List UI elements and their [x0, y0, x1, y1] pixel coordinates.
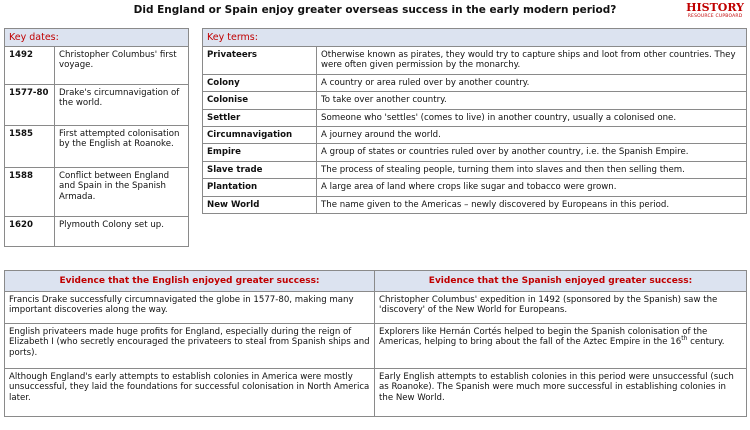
table-row — [5, 85, 189, 126]
table-row — [5, 47, 189, 85]
logo-line-2: RESOURCE CUPBOARD — [687, 14, 743, 19]
table-row — [203, 196, 747, 213]
date-cell: 1620 — [5, 217, 55, 247]
table-row — [5, 168, 189, 217]
english-evidence-cell: Although England's early attempts to establish colonies in America were mostly unsuccessful, they laid the foundations for successful colonisation in North America later. — [5, 369, 375, 417]
table-row — [203, 144, 747, 161]
table-row — [5, 324, 747, 369]
table-row — [203, 161, 747, 178]
definition-cell: A country or area ruled over by another country. — [317, 74, 747, 91]
definition-cell: To take over another country. — [317, 92, 747, 109]
definition-cell: A large area of land where crops like sugar and tobacco were grown. — [317, 179, 747, 196]
table-row — [5, 126, 189, 168]
history-logo — [686, 2, 744, 20]
logo-line-1: HISTORY — [686, 1, 744, 14]
term-cell: Circumnavigation — [203, 127, 317, 144]
ordinal-suffix: th — [681, 335, 688, 343]
spanish-evidence-header: Evidence that the Spanish enjoyed greater success: — [375, 271, 747, 292]
term-cell: Privateers — [203, 47, 317, 75]
table-row — [5, 217, 189, 247]
table-row — [203, 127, 747, 144]
definition-cell: The process of stealing people, turning them into slaves and then then selling them. — [317, 161, 747, 178]
definition-cell: A journey around the world. — [317, 127, 747, 144]
spanish-evidence-text: Explorers like Hernán Cortés helped to begin the Spanish colonisation of the Americas, helping to bring about the fall of the Aztec Empire in the 16 — [379, 327, 708, 348]
table-row — [5, 369, 747, 417]
definition-cell: A group of states or countries ruled over by another country, i.e. the Spanish Empire. — [317, 144, 747, 161]
date-cell: 1577-80 — [5, 85, 55, 126]
key-dates-header: Key dates: — [5, 29, 189, 47]
term-cell: Colonise — [203, 92, 317, 109]
evidence-table — [4, 270, 747, 417]
term-cell: Colony — [203, 74, 317, 91]
spanish-evidence-cell: Christopher Columbus' expedition in 1492 (sponsored by the Spanish) saw the 'discovery' of the New World for Europeans. — [375, 292, 747, 324]
key-terms-header: Key terms: — [203, 29, 747, 47]
table-row — [203, 179, 747, 196]
event-cell: Plymouth Colony set up. — [55, 217, 189, 247]
term-cell: Slave trade — [203, 161, 317, 178]
event-cell: Conflict between England and Spain in the Spanish Armada. — [55, 168, 189, 217]
key-terms-table — [202, 28, 747, 214]
table-row — [5, 292, 747, 324]
table-row — [203, 47, 747, 75]
english-evidence-header: Evidence that the English enjoyed greater success: — [5, 271, 375, 292]
event-cell: Christopher Columbus' first voyage. — [55, 47, 189, 85]
event-cell: Drake's circumnavigation of the world. — [55, 85, 189, 126]
english-evidence-cell: English privateers made huge profits for England, especially during the reign of Elizabeth I (who secretly encouraged the privateers to steal from Spanish ships and ports). — [5, 324, 375, 369]
term-cell: Plantation — [203, 179, 317, 196]
table-row — [203, 74, 747, 91]
date-cell: 1585 — [5, 126, 55, 168]
definition-cell: Otherwise known as pirates, they would try to capture ships and loot from other countries. They were often given permission by the monarchy. — [317, 47, 747, 75]
term-cell: Settler — [203, 109, 317, 126]
term-cell: New World — [203, 196, 317, 213]
english-evidence-cell: Francis Drake successfully circumnavigated the globe in 1577-80, making many important discoveries along the way. — [5, 292, 375, 324]
spanish-evidence-cell: Early English attempts to establish colonies in this period were unsuccessful (such as Roanoke). The Spanish were much more successful in establishing colonies in the New World. — [375, 369, 747, 417]
table-row — [203, 92, 747, 109]
date-cell: 1492 — [5, 47, 55, 85]
event-cell: First attempted colonisation by the English at Roanoke. — [55, 126, 189, 168]
key-dates-table — [4, 28, 189, 247]
date-cell: 1588 — [5, 168, 55, 217]
spanish-evidence-cell — [375, 324, 747, 369]
definition-cell: Someone who 'settles' (comes to live) in another country, usually a colonised one. — [317, 109, 747, 126]
page-title: Did England or Spain enjoy greater overseas success in the early modern period? — [133, 4, 617, 16]
spanish-evidence-tail: century. — [687, 337, 725, 348]
definition-cell: The name given to the Americas – newly discovered by Europeans in this period. — [317, 196, 747, 213]
table-row — [203, 109, 747, 126]
term-cell: Empire — [203, 144, 317, 161]
